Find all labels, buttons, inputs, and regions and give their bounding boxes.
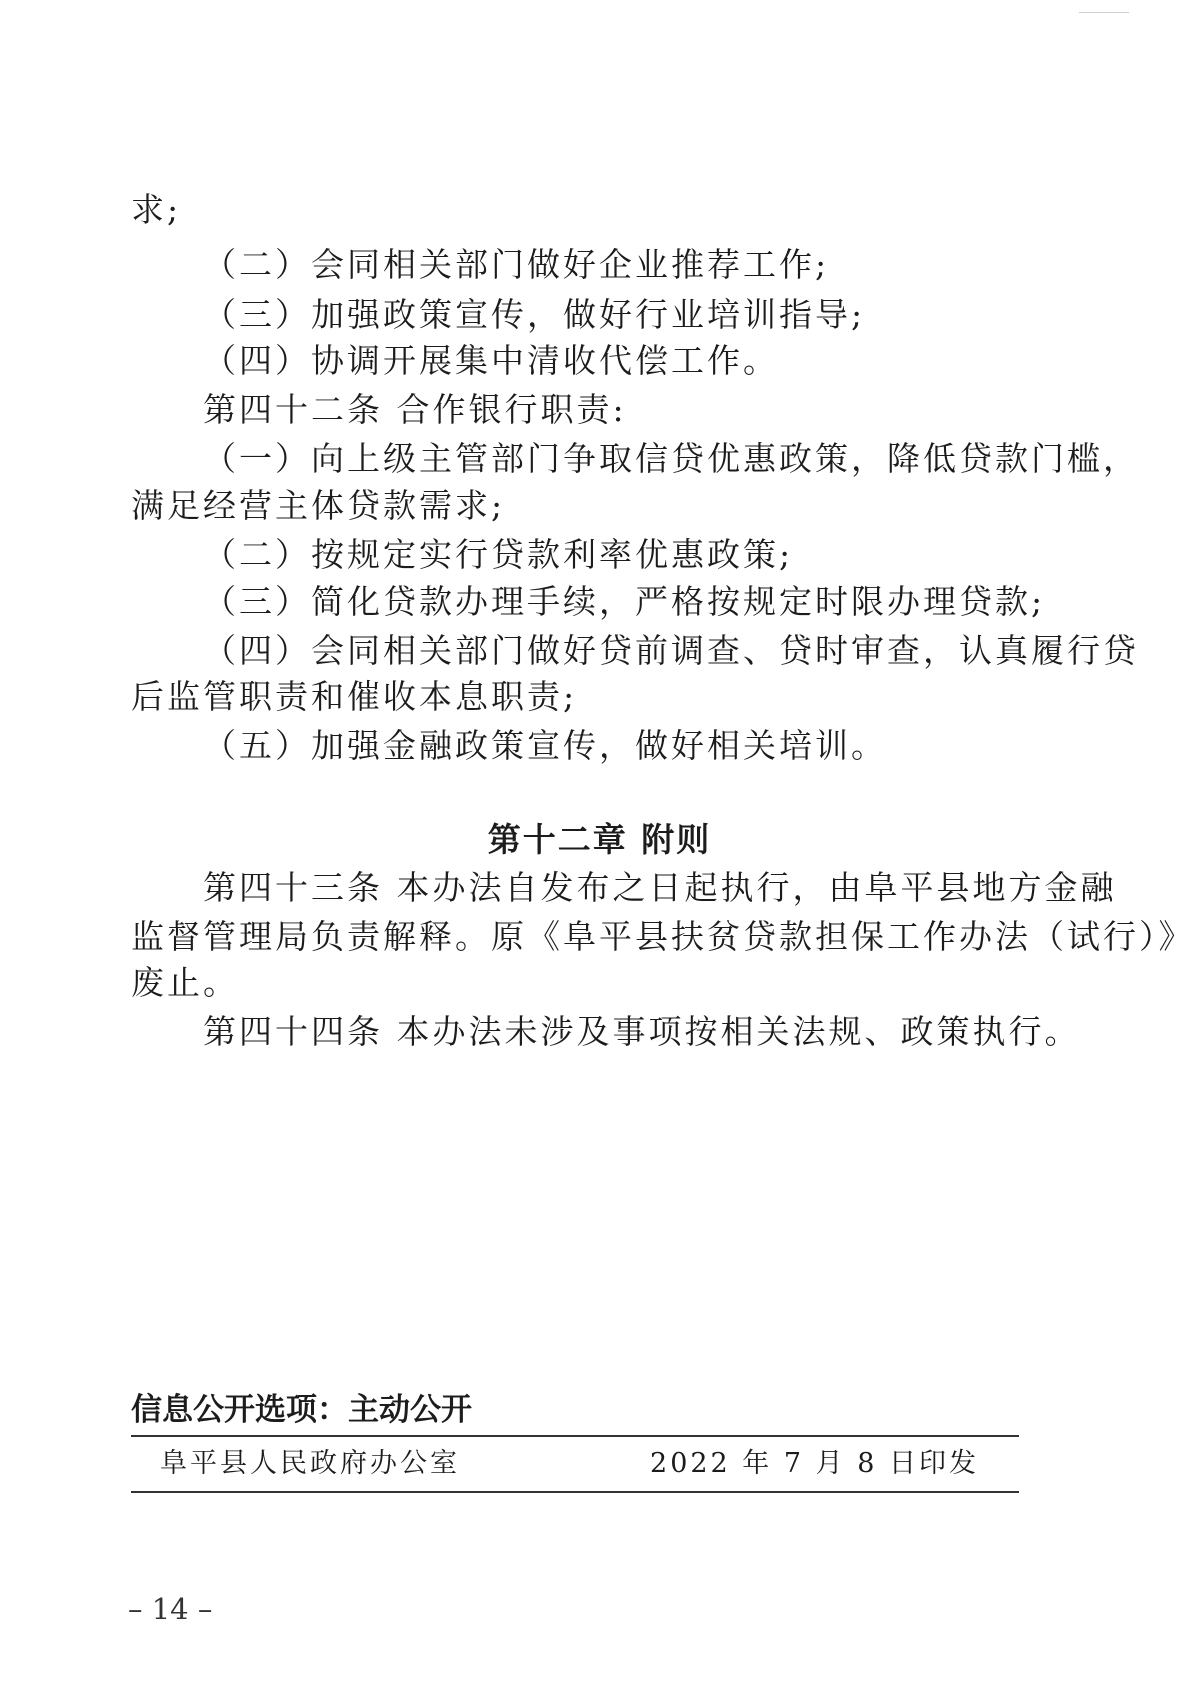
issuer-name: 阜平县人民政府办公室 (160, 1448, 460, 1479)
body-line: （二）按规定实行贷款利率优惠政策; (203, 535, 794, 574)
body-line: （四）会同相关部门做好贷前调查、贷时审查，认真履行贷 (203, 631, 1139, 670)
body-line: 满足经营主体贷款需求; (131, 486, 506, 525)
body-line: （四）协调开展集中清收代偿工作。 (203, 341, 779, 380)
footer-top-rule (131, 1435, 1019, 1437)
chapter-title: 第十二章 附则 (487, 820, 712, 859)
page-number: – 14 – (128, 1592, 213, 1626)
chapter-line: 监督管理局负责解释。原《阜平县扶贫贷款担保工作办法（试行）》 (131, 917, 1195, 956)
issue-date: 2022 年 7 月 8 日印发 (650, 1448, 979, 1479)
body-line: 求; (131, 190, 182, 229)
body-line: （一）向上级主管部门争取信贷优惠政策，降低贷款门槛， (203, 439, 1139, 478)
scan-corner-mark (1079, 12, 1129, 13)
body-line: （三）简化贷款办理手续，严格按规定时限办理贷款; (203, 582, 1046, 621)
body-line: （五）加强金融政策宣传，做好相关培训。 (203, 726, 887, 765)
body-line: （二）会同相关部门做好企业推荐工作; (203, 245, 830, 284)
chapter-line: 废止。 (131, 963, 239, 1002)
article-heading: 第四十二条 合作银行职责: (203, 390, 627, 429)
footer-bottom-rule (131, 1491, 1019, 1493)
body-line: （三）加强政策宣传，做好行业培训指导; (203, 295, 866, 334)
disclosure-label: 信息公开选项：主动公开 (131, 1392, 472, 1428)
body-line: 后监管职责和催收本息职责; (131, 677, 578, 716)
chapter-line: 第四十四条 本办法未涉及事项按相关法规、政策执行。 (203, 1012, 1081, 1051)
chapter-line: 第四十三条 本办法自发布之日起执行，由阜平县地方金融 (203, 868, 1117, 907)
